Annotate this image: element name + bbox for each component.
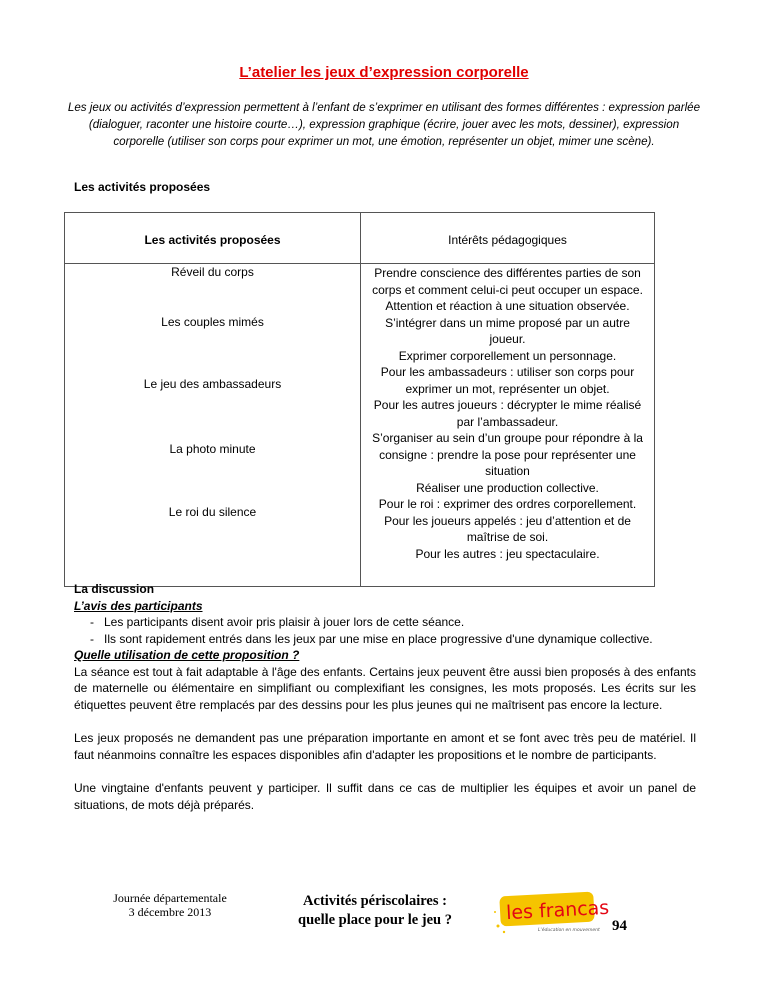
discussion-heading: La discussion	[74, 582, 155, 596]
interest-item: Pour le roi : exprimer des ordres corporellement.	[378, 497, 637, 511]
interest-item: Prendre conscience des différentes parties de son corps et comment celui-ci peut occuper un espace.	[372, 266, 643, 297]
page-number: 94	[612, 918, 627, 934]
avis-heading: L’avis des participants	[74, 598, 203, 613]
footer-event-date: 3 décembre 2013	[128, 905, 212, 919]
activity-item: Les couples mimés	[161, 315, 264, 329]
section-heading: Les activités proposées	[74, 180, 211, 194]
header-activities: Les activités proposées	[144, 233, 281, 247]
interest-item: Pour les ambassadeurs : utiliser son corps pour exprimer un mot, représenter un objet.	[380, 365, 635, 396]
activities-table	[64, 212, 655, 587]
list-item: - Les participants disent avoir pris plaisir à jouer lors de cette séance.	[74, 614, 696, 631]
svg-text:les francas: les francas	[505, 896, 610, 925]
interest-item: Pour les joueurs appelés : jeu d’attention et de maîtrise de soi.	[384, 513, 631, 544]
interest-item: S’organiser au sein d’un groupe pour répondre à la consigne : prendre la pose pour représenter une situation	[372, 431, 643, 478]
svg-text:L'éducation en mouvement: L'éducation en mouvement	[538, 928, 600, 933]
table-header-row	[65, 213, 655, 264]
footer-event	[95, 891, 245, 919]
interests-cell	[361, 264, 655, 587]
table-row	[65, 264, 655, 587]
activities-cell	[65, 264, 361, 587]
intro-paragraph: Les jeux ou activités d’expression permettent à l’enfant de s’exprimer en utilisant des formes différentes : expression parlée (dialoguer, raconter une histoire courte…), expression graphique (écrire, jouer avec les mots, dessiner), expression corporelle (utiliser son corps pour exprimer un mot, une émotion, représenter un objet, mimer une scène).	[67, 101, 701, 148]
interest-item: Pour les autres : jeu spectaculaire.	[415, 546, 600, 561]
footer-event-title: Journée départementale	[113, 891, 227, 905]
discussion-section	[74, 581, 696, 813]
footer-theme-line1: Activités périscolaires :	[303, 893, 447, 909]
interest-item: Pour les autres joueurs : décrypter le mime réalisé par l’ambassadeur.	[373, 398, 642, 429]
interest-item: S’intégrer dans un mime proposé par un autre joueur.	[385, 315, 630, 346]
interest-item: Réaliser une production collective.	[416, 480, 599, 495]
discussion-paragraph: Une vingtaine d'enfants peuvent y participer. Il suffit dans ce cas de multiplier les équipes et avoir un panel de situations, de mots déjà préparés.	[74, 781, 696, 812]
page-title: L’atelier les jeux d’expression corporelle	[239, 64, 529, 81]
activity-item: Le roi du silence	[168, 505, 257, 519]
footer-theme	[265, 892, 485, 930]
table-header-cell	[361, 213, 655, 264]
interest-item: Attention et réaction à une situation observée.	[385, 299, 630, 313]
avis-list	[74, 614, 696, 647]
header-interests: Intérêts pédagogiques	[448, 233, 567, 247]
list-item: - Ils sont rapidement entrés dans les jeux par une mise en place progressive d'une dynamique collective.	[74, 631, 696, 648]
discussion-paragraph: Les jeux proposés ne demandent pas une préparation importante en amont et se font avec très peu de matériel. Il faut néanmoins connaître les espaces disponibles afin d'adapter les propositions et le nombre de participants.	[74, 731, 696, 762]
francas-logo	[490, 890, 610, 936]
discussion-paragraph: La séance est tout à fait adaptable à l'âge des enfants. Certains jeux peuvent être aussi bien proposés à des enfants de maternelle ou élémentaire en simplifiant ou complexifiant les consignes, les mots proposés. Les écrits sur les étiquettes peuvent être remplacés par des dessins pour les plus jeunes qui ne maîtrisent pas encore la lecture.	[74, 664, 696, 712]
activity-item: Le jeu des ambassadeurs	[143, 377, 282, 391]
table-header-cell	[65, 213, 361, 264]
activity-item: Réveil du corps	[171, 265, 254, 279]
footer-theme-line2: quelle place pour le jeu ?	[298, 912, 452, 928]
utilisation-heading: Quelle utilisation de cette proposition ?	[74, 648, 300, 662]
activity-item: La photo minute	[169, 442, 256, 456]
interest-item: Exprimer corporellement un personnage.	[398, 348, 617, 363]
